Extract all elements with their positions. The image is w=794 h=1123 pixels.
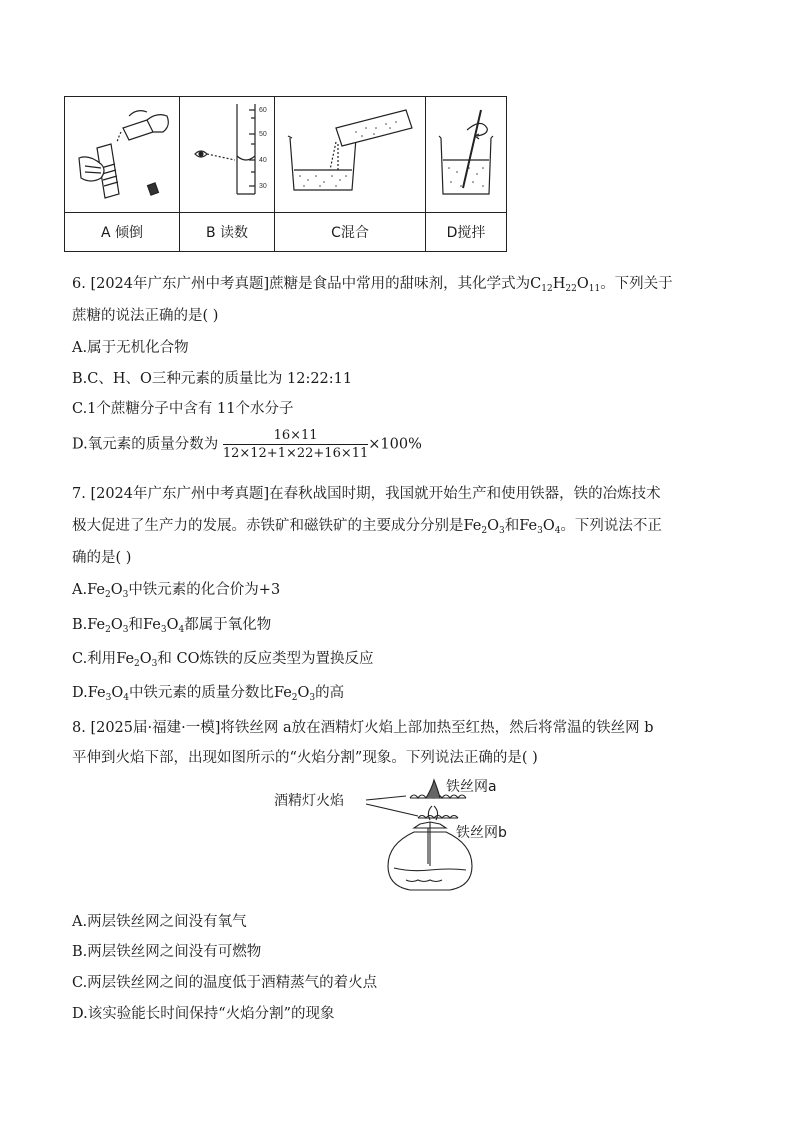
q6-formula: $C_{12}H_{22}O_{11}$ — [530, 276, 601, 294]
reading-illustration-cell — [180, 97, 275, 213]
stirring-illustration — [427, 98, 505, 208]
q8-source: [2025届·福建·一模] — [90, 720, 221, 736]
q6-number: 6. — [72, 276, 86, 292]
lab-operations-table — [64, 96, 507, 252]
reading-illustration — [181, 98, 273, 208]
q7-stem-line2: 极大促进了生产力的发展。赤铁矿和磁铁矿的主要成分分别是$Fe_2O_3$和$Fe_3O_4$。下列说法不正 — [72, 518, 662, 536]
q6-stem-line1 — [72, 272, 673, 293]
q6-option-c: C.1个蔗糖分子中含有 11个水分子 — [72, 401, 294, 417]
q6-option-b: B.C、H、O三种元素的质量比为 12:22:11 — [72, 371, 353, 387]
cylinder-tick-60: 60 — [259, 106, 267, 114]
q7-source: [2024年广东广州中考真题] — [90, 486, 270, 502]
caption-d: D搅拌 — [426, 213, 507, 252]
pouring-illustration — [67, 98, 177, 208]
mixing-illustration-cell — [275, 97, 426, 213]
mesh-a-label: 铁丝网a — [446, 779, 497, 795]
q8-stem-line2: 平伸到火焰下部，出现如图所示的“火焰分割”现象。下列说法正确的是( ) — [72, 750, 538, 766]
q6-option-d-fraction: $\frac{16\times 11}{12\times 12+1\times 22+16\times 11}$ — [222, 428, 369, 461]
cylinder-tick-40: 40 — [259, 156, 267, 164]
q7-option-b: $B.Fe_2O_3$和$Fe_3O_4$都属于氧化物 — [72, 617, 272, 635]
q7-stem-line3: 确的是( ) — [72, 550, 132, 566]
q7-number: 7. — [72, 486, 86, 502]
q6-stem-text: 蔗糖是食品中常用的甜味剂，其化学式为 — [269, 276, 531, 292]
caption-c: C混合 — [275, 213, 426, 252]
caption-a: A 倾倒 — [65, 213, 180, 252]
pouring-illustration-cell — [65, 97, 180, 213]
q7-option-d: $D.Fe_3O_4$中铁元素的质量分数比$Fe_2O_3$的高 — [72, 685, 345, 703]
q7-option-c: C.利用$Fe_2O_3$和 CO炼铁的反应类型为置换反应 — [72, 651, 374, 669]
caption-b: B 读数 — [180, 213, 275, 252]
q8-option-d: D.该实验能长时间保持“火焰分割”的现象 — [72, 1006, 335, 1022]
mixing-illustration — [276, 98, 424, 208]
flame-separation-figure — [270, 776, 530, 896]
q6-stem-line2: 蔗糖的说法正确的是( ) — [72, 308, 219, 324]
q8-stem-line1: 8. [2025届·福建·一模]将铁丝网 a放在酒精灯火焰上部加热至红热，然后将常温的铁丝网 b — [72, 720, 654, 736]
mesh-b-label: 铁丝网b — [456, 825, 507, 841]
q7-stem-line1: 7. [2024年广东广州中考真题]在春秋战国时期，我国就开始生产和使用铁器，铁的冶炼技术 — [72, 486, 661, 502]
flame-label: 酒精灯火焰 — [274, 793, 344, 809]
q8-option-c: C.两层铁丝网之间的温度低于酒精蒸气的着火点 — [72, 975, 378, 991]
q6-source: [2024年广东广州中考真题] — [90, 276, 270, 292]
q6-option-d: D.氧元素的质量分数为 $\frac{16\times 11}{12\times 12+1\times 22+16\times 11}$ ×100% — [72, 428, 422, 461]
cylinder-tick-30: 30 — [259, 182, 267, 190]
q8-number: 8. — [72, 720, 86, 736]
stirring-illustration-cell — [426, 97, 507, 213]
q6-stem-end: 。下列关于 — [600, 276, 673, 292]
cylinder-tick-50: 50 — [259, 130, 267, 138]
q6-option-a: A.属于无机化合物 — [72, 340, 189, 356]
q8-option-a: A.两层铁丝网之间没有氧气 — [72, 914, 247, 930]
q8-option-b: B.两层铁丝网之间没有可燃物 — [72, 944, 262, 960]
q7-option-a: $A.Fe_2O_3$中铁元素的化合价为+3 — [72, 582, 281, 600]
